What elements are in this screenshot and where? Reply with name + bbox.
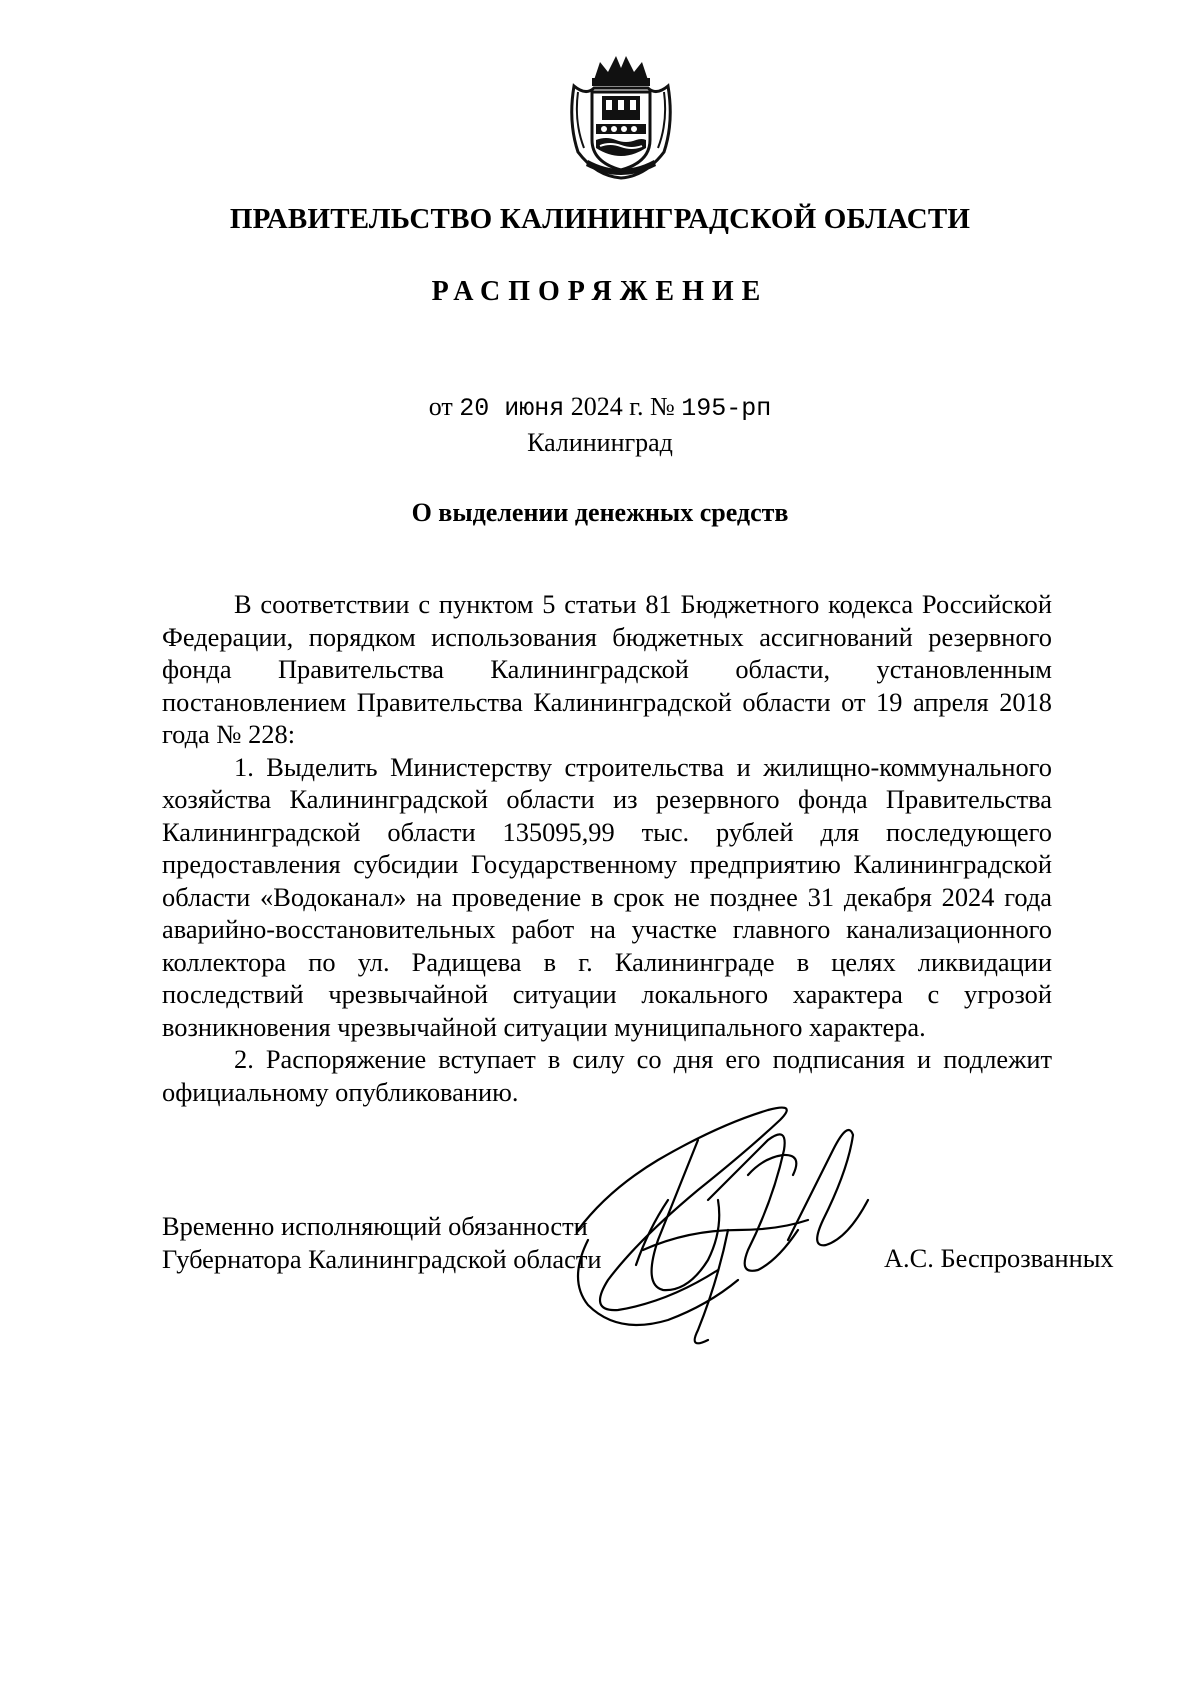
document-body [162, 588, 1052, 1108]
document-year: 2024 г. [570, 392, 644, 421]
signer-position [162, 1210, 601, 1276]
coat-of-arms-icon [566, 52, 676, 180]
item-2-paragraph: 2. Распоряжение вступает в силу со дня его подписания и подлежит официальному опубликованию. [162, 1044, 1052, 1107]
signer-position-line-2: Губернатора Калининградской области [162, 1244, 602, 1274]
document-place: Калининград [527, 428, 673, 457]
signer-name: А.С. Беспрозванных [884, 1243, 1114, 1273]
item-1-paragraph: 1. Выделить Министерству строительства и жилищно-коммунального хозяйства Калининградской области из резервного фонда Правительства Калининградской области 135095,99 тыс. рублей для последующего предоставления субсидии Государственному предприятию Калининградской области «Водоканал» на проведение в срок не позднее 31 декабря 2024 года аварийно-восстановительных работ на участке главного канализационного коллектора по ул. Радищева в г. Калининграде в целях ликвидации последствий чрезвычайной ситуации локального характера с угрозой возникновения чрезвычайной ситуации муниципального характера. [162, 751, 1052, 1042]
number-prefix: № [649, 392, 675, 421]
handwritten-signature-icon [548, 1080, 888, 1380]
preamble-paragraph: В соответствии с пунктом 5 статьи 81 Бюджетного кодекса Российской Федерации, порядком использования бюджетных ассигнований резервного фонда Правительства Калининградской области, установленным постановлением Правительства Калининградской области от 19 апреля 2018 года № 228: [162, 589, 1052, 749]
signer-position-line-1: Временно исполняющий обязанности [162, 1211, 588, 1241]
government-title: ПРАВИТЕЛЬСТВО КАЛИНИНГРАДСКОЙ ОБЛАСТИ [229, 203, 971, 235]
document-date-number [0, 392, 1200, 423]
date-prefix: от [428, 392, 453, 421]
document-type: РАСПОРЯЖЕНИЕ [431, 276, 769, 307]
document-date: 20 июня [459, 394, 565, 423]
document-subject: О выделении денежных средств [411, 498, 789, 527]
document-number: 195-рп [681, 394, 772, 423]
